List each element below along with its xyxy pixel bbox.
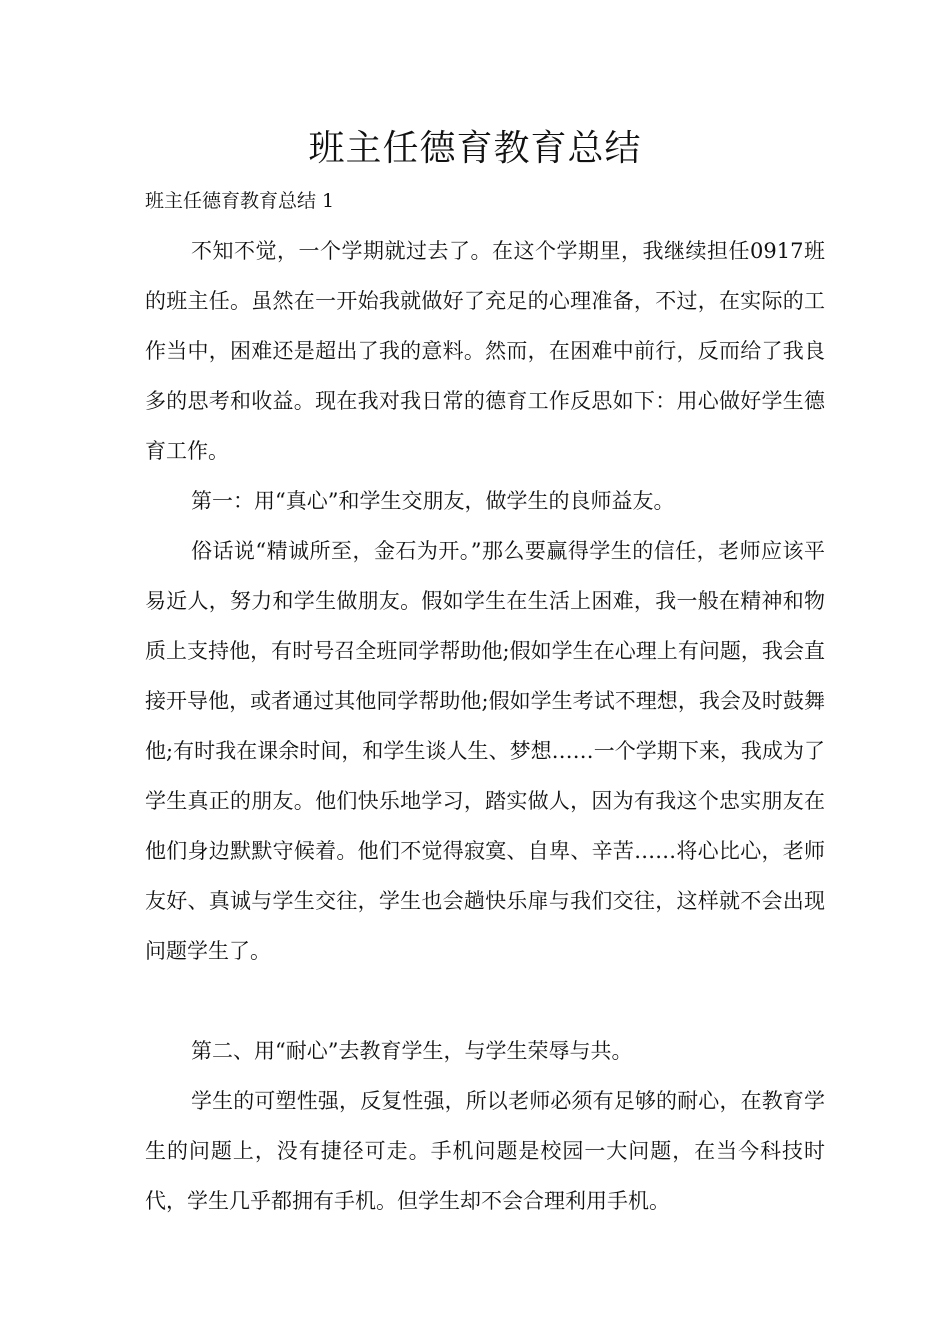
- section-heading: 班主任德育教育总结 1: [145, 190, 335, 212]
- document-title: 班主任德育教育总结: [308, 128, 642, 169]
- paragraph-point-one-body: 俗话说“精诚所至，金石为开。”那么要赢得学生的信任，老师应该平易近人，努力和学生做朋友。假如学生在生活上困难，我一般在精神和物质上支持他，有时号召全班同学帮助他;假如学生在心理上有问题，我会直接开导他，或者通过其他同学帮助他;假如学生考试不理想，我会及时鼓舞他;有时我在课余时间，和学生谈人生、梦想……一个学期下来，我成为了学生真正的朋友。他们快乐地学习，踏实做人，因为有我这个忠实朋友在他们身边默默守候着。他们不觉得寂寞、自卑、辛苦……将心比心，老师友好、真诚与学生交往，学生也会趟快乐扉与我们交往，这样就不会出现问题学生了。: [145, 539, 825, 963]
- paragraph-point-one-heading: 第一：用“真心”和学生交朋友，做学生的良师益友。: [191, 489, 675, 513]
- paragraph-point-two-heading: 第二、用“耐心”去教育学生，与学生荣辱与共。: [191, 1039, 633, 1063]
- paragraph-intro: 不知不觉，一个学期就过去了。在这个学期里，我继续担任0917班的班主任。虽然在一开始我就做好了充足的心理准备，不过，在实际的工作当中，困难还是超出了我的意料。然而，在困难中前行，反而给了我良多的思考和收益。现在我对我日常的德育工作反思如下：用心做好学生德育工作。: [145, 239, 825, 463]
- paragraph-point-two-body: 学生的可塑性强，反复性强，所以老师必须有足够的耐心，在教育学生的问题上，没有捷径可走。手机问题是校园一大问题，在当今科技时代，学生几乎都拥有手机。但学生却不会合理利用手机。: [145, 1089, 825, 1213]
